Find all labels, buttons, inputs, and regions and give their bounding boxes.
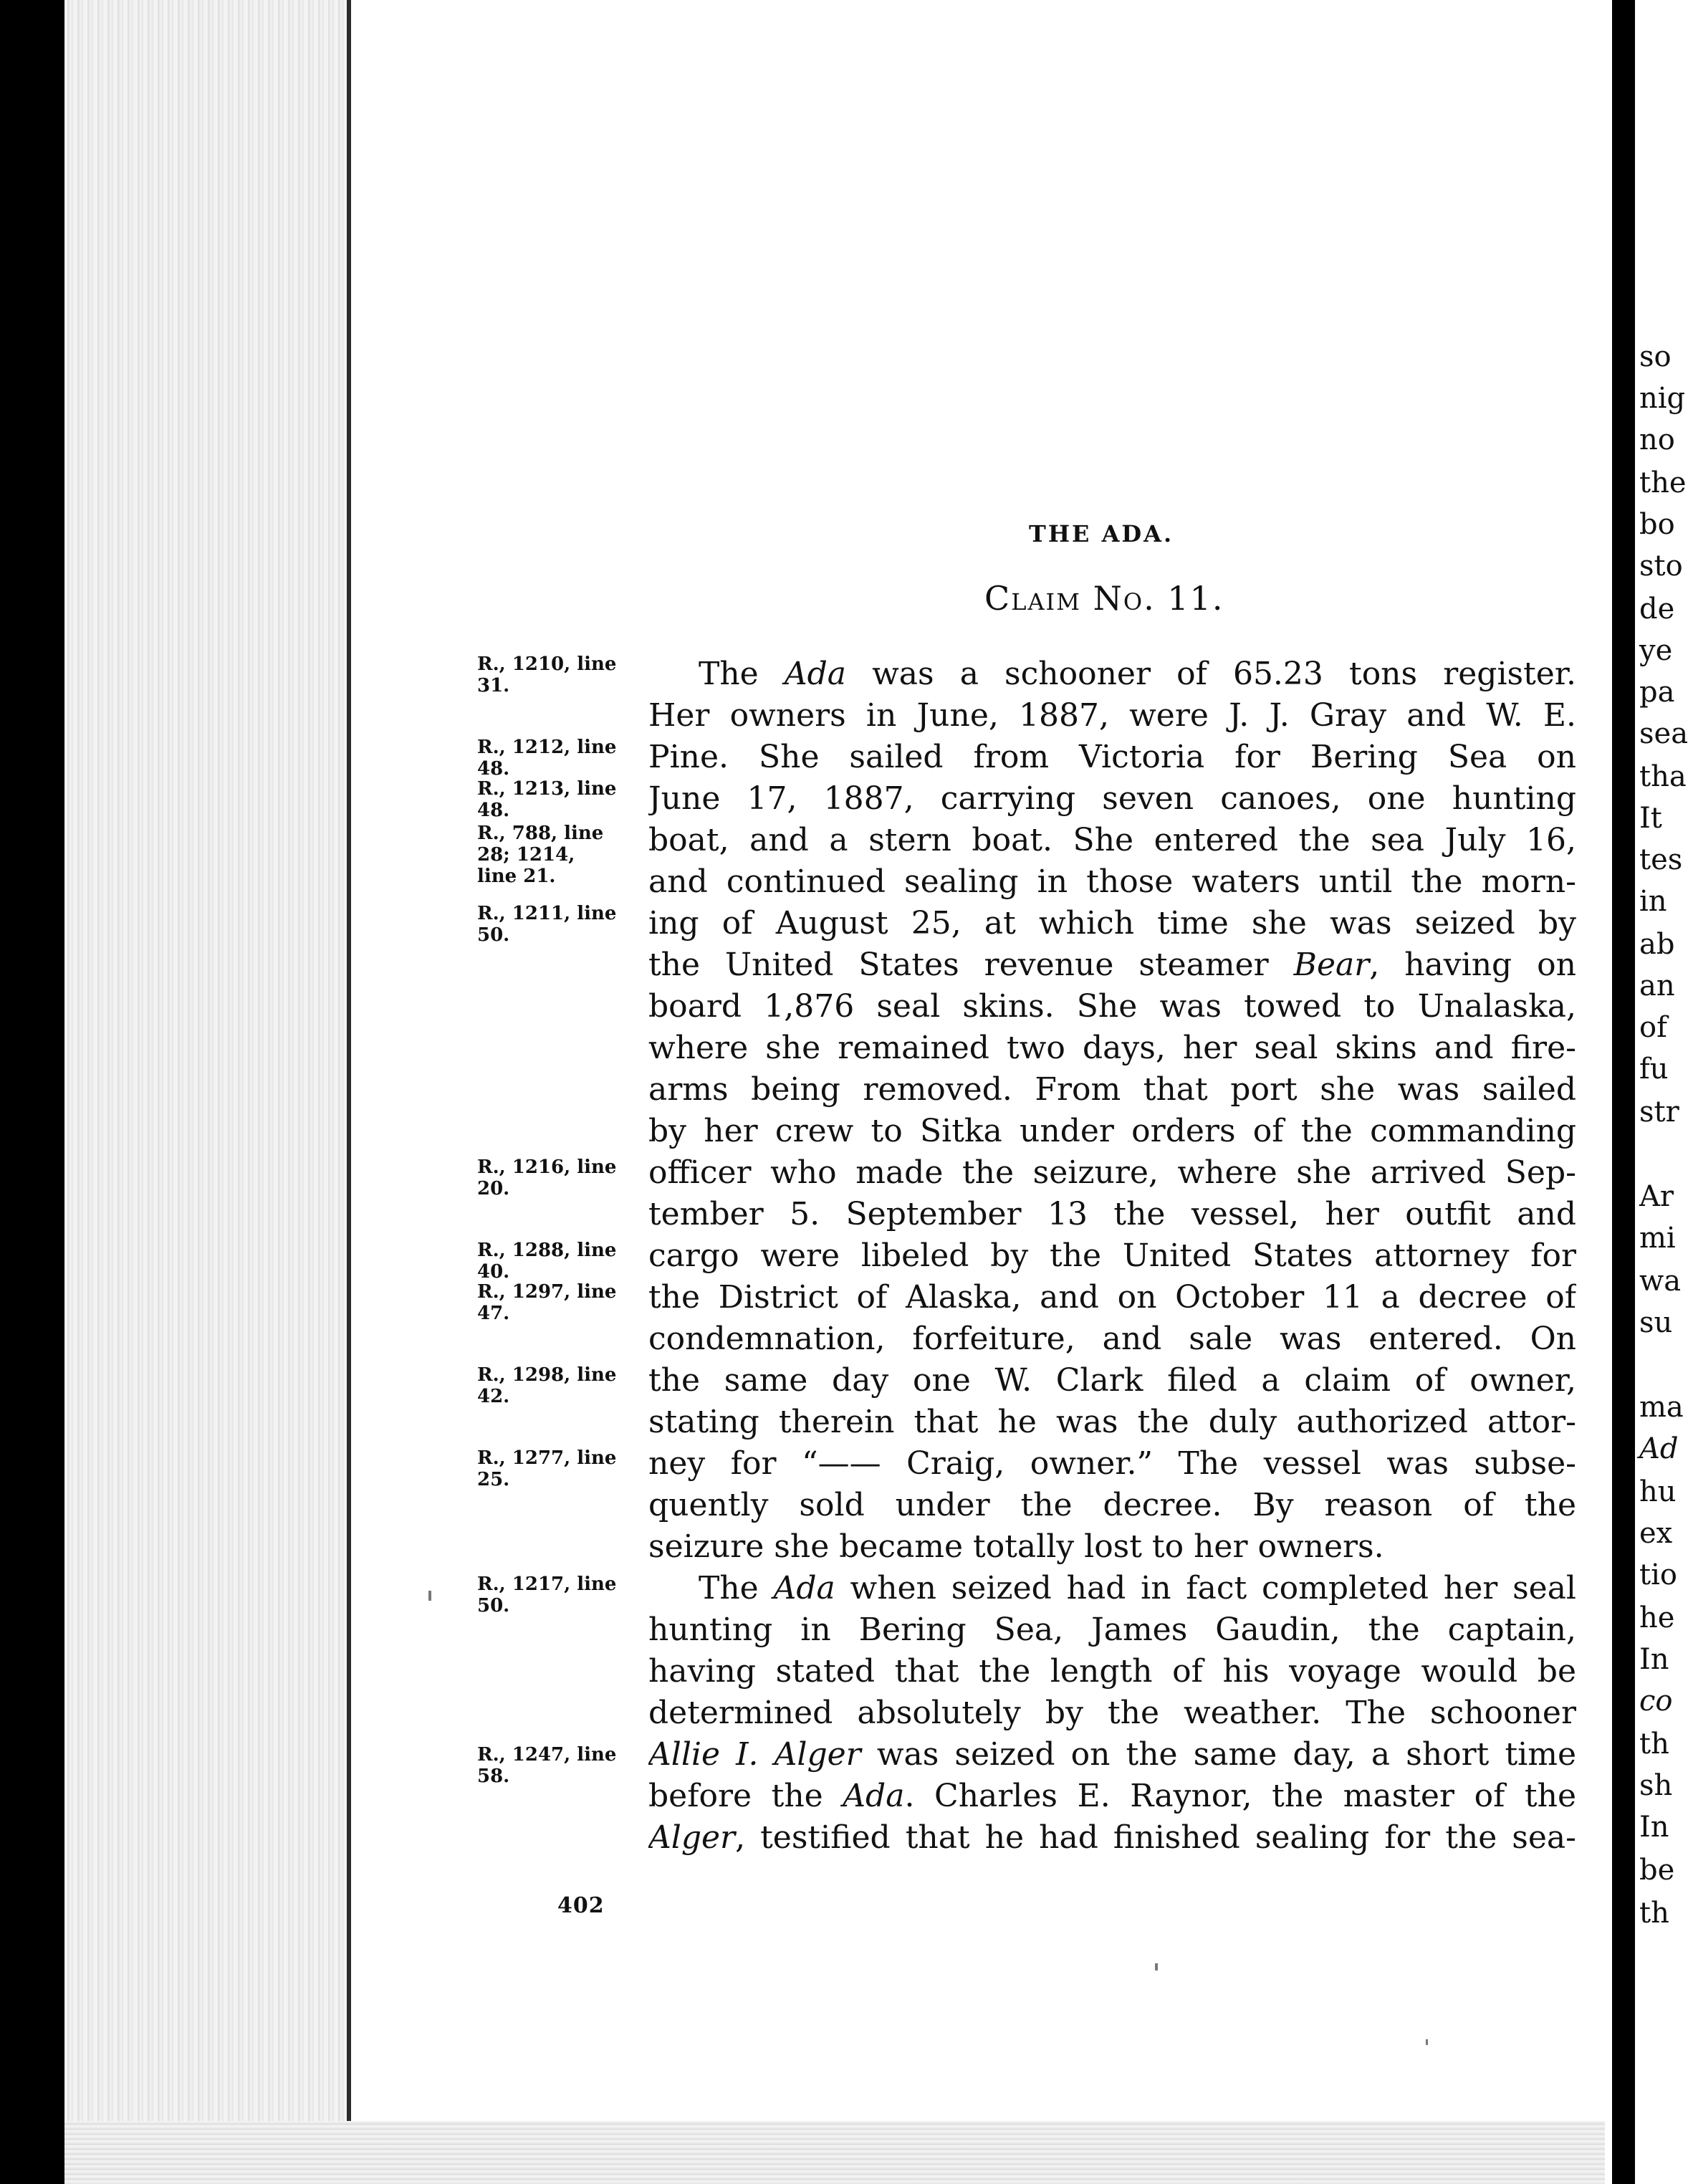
facing-page-fragment: tio (1639, 1558, 1677, 1591)
margin-citation: R., 1277, line 25. (477, 1447, 617, 1490)
text-line: ing of August 25, at which time she was seized by (648, 905, 1576, 942)
margin-citation: R., 1216, line 20. (477, 1156, 617, 1199)
facing-page-fragment: Ad (1639, 1432, 1679, 1465)
margin-citation: R., 1297, line 47. (477, 1281, 617, 1324)
text-line: Pine. She sailed from Victoria for Bering Sea on (648, 739, 1576, 775)
text-line: quently sold under the decree. By reason of the (648, 1487, 1576, 1523)
facing-page-fragment: sea (1639, 717, 1688, 750)
page-number: 402 (557, 1893, 605, 1918)
facing-page-fragment: mi (1639, 1222, 1676, 1255)
facing-page-fragment: th (1639, 1897, 1669, 1930)
margin-citation: R., 1212, line 48. (477, 737, 617, 780)
page-title: THE ADA. (1029, 520, 1174, 547)
text-line: June 17, 1887, carrying seven canoes, one hunting (648, 780, 1576, 817)
facing-page-fragment: bo (1639, 508, 1675, 541)
dust-speck (1155, 1963, 1158, 1970)
facing-page-fragment: In (1639, 1643, 1669, 1676)
stacked-page-edges-bottom (64, 2121, 1605, 2184)
scan-background-left (0, 0, 64, 2184)
margin-citation: R., 1211, line 50. (477, 903, 617, 946)
text-line: where she remained two days, her seal skins and fire- (648, 1030, 1576, 1066)
facing-page-fragment: fu (1639, 1053, 1669, 1086)
text-line: The Ada was a schooner of 65.23 tons register. (699, 656, 1576, 692)
text-line: tember 5. September 13 the vessel, her outfit and (648, 1196, 1576, 1232)
text-line: having stated that the length of his voyage would be (648, 1653, 1576, 1690)
facing-page-fragment: th (1639, 1728, 1669, 1761)
dust-speck (1426, 2039, 1428, 2045)
facing-page-fragment: It (1639, 802, 1662, 835)
text-line: and continued sealing in those waters until the morn- (648, 863, 1576, 900)
facing-page-fragment: no (1639, 423, 1675, 456)
facing-page-fragment: he (1639, 1601, 1675, 1634)
facing-page-fragment: the (1639, 466, 1687, 499)
facing-page-fragment: an (1639, 969, 1675, 1002)
book-gutter (1612, 0, 1635, 2184)
facing-page-fragment: nig (1639, 382, 1686, 415)
margin-citation: R., 1247, line 58. (477, 1744, 617, 1787)
text-line: Her owners in June, 1887, were J. J. Gray and W. E. (648, 697, 1576, 734)
facing-page-edge (1635, 0, 1688, 2184)
text-line: board 1,876 seal skins. She was towed to Unalaska, (648, 988, 1576, 1025)
text-line: by her crew to Sitka under orders of the commanding (648, 1113, 1576, 1149)
stacked-page-edges (64, 0, 351, 2184)
text-line: hunting in Bering Sea, James Gaudin, the captain, (648, 1611, 1576, 1648)
facing-page-fragment: su (1639, 1306, 1673, 1339)
text-line: stating therein that he was the duly authorized attor- (648, 1404, 1576, 1440)
text-line: the same day one W. Clark filed a claim of owner, (648, 1362, 1576, 1399)
margin-citation: R., 788, line 28; 1214, line 21. (477, 823, 604, 887)
text-line: the District of Alaska, and on October 11 a decree of (648, 1279, 1576, 1316)
text-line: determined absolutely by the weather. The schooner (648, 1695, 1576, 1731)
facing-page-fragment: sto (1639, 550, 1683, 583)
text-line: Allie I. Alger was seized on the same day, a short time (648, 1736, 1576, 1773)
text-line: officer who made the seizure, where she arrived Sep- (648, 1154, 1576, 1191)
facing-page-fragment: tha (1639, 760, 1687, 793)
facing-page-fragment: In (1639, 1811, 1669, 1844)
facing-page-fragment: hu (1639, 1475, 1677, 1508)
margin-citation: R., 1217, line 50. (477, 1574, 617, 1617)
facing-page-fragment: tes (1639, 843, 1683, 876)
facing-page-fragment: of (1639, 1011, 1667, 1044)
text-line: boat, and a stern boat. She entered the sea July 16, (648, 822, 1576, 858)
facing-page-fragment: pa (1639, 676, 1675, 709)
text-line: cargo were libeled by the United States attorney for (648, 1237, 1576, 1274)
text-line: The Ada when seized had in fact completed her seal (699, 1570, 1576, 1606)
margin-citation: R., 1210, line 31. (477, 653, 617, 696)
facing-page-fragment: be (1639, 1854, 1675, 1887)
claim-heading: Claim No. 11. (984, 579, 1224, 618)
facing-page-fragment: so (1639, 340, 1672, 373)
text-line: arms being removed. From that port she was sailed (648, 1071, 1576, 1108)
text-line: condemnation, forfeiture, and sale was entered. On (648, 1321, 1576, 1357)
text-line: seizure she became totally lost to her owners. (648, 1528, 1384, 1565)
dust-speck (428, 1591, 431, 1601)
facing-page-fragment: ma (1639, 1391, 1684, 1424)
margin-citation: R., 1298, line 42. (477, 1364, 617, 1407)
margin-citation: R., 1288, line 40. (477, 1240, 617, 1283)
facing-page-fragment: Ar (1639, 1180, 1674, 1213)
text-line: before the Ada. Charles E. Raynor, the master of the (648, 1778, 1576, 1814)
text-line: the United States revenue steamer Bear, having on (648, 947, 1576, 983)
facing-page-fragment: ye (1639, 634, 1673, 667)
facing-page-fragment: wa (1639, 1265, 1682, 1298)
facing-page-fragment: ex (1639, 1517, 1673, 1550)
facing-page-fragment: str (1639, 1096, 1679, 1129)
margin-citation: R., 1213, line 48. (477, 778, 617, 821)
facing-page-fragment: sh (1639, 1769, 1673, 1802)
facing-page-fragment: co (1639, 1685, 1673, 1718)
facing-page-fragment: in (1639, 885, 1667, 918)
text-line: ney for “—— Craig, owner.” The vessel was subse- (648, 1445, 1576, 1482)
text-line: Alger, testified that he had finished sealing for the sea- (648, 1819, 1576, 1856)
facing-page-fragment: ab (1639, 928, 1675, 961)
facing-page-fragment: de (1639, 593, 1675, 626)
